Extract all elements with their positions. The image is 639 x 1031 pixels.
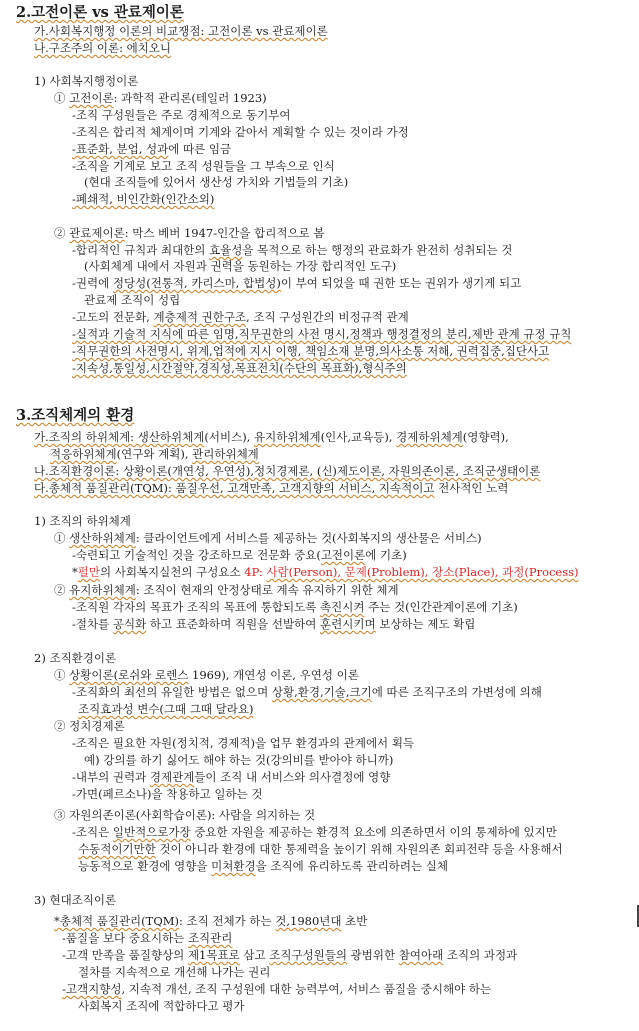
text-run: 에 따른 임금 — [168, 142, 232, 156]
section-heading — [16, 407, 134, 424]
text-run: 1) 사회복지행정이론 — [34, 74, 139, 88]
text-run: 수동적이기만한 — [78, 842, 156, 856]
text-line — [62, 948, 517, 962]
text-run: 3.조직체계의 환경 — [16, 407, 135, 424]
text-line — [72, 565, 579, 579]
text-line — [72, 361, 407, 375]
text-line — [34, 464, 540, 478]
text-line — [34, 651, 116, 665]
text-line — [34, 430, 509, 444]
text-run: ① — [54, 668, 70, 682]
text-run: 조직관리 — [187, 931, 233, 945]
text-run: 나.구조주의 이론: 에치오니 — [34, 41, 172, 55]
text-line — [72, 243, 512, 257]
text-run: ② — [54, 583, 70, 597]
text-run: 삼고 — [239, 948, 270, 962]
text-line — [54, 91, 267, 105]
text-run: -실적과 기술적 지식에 따른 임명,직무권한의 사전 명시,정책과 행정결정의 분리,제반 관계 규정 규칙 — [72, 327, 572, 341]
text-run: ③ 자원의존이론(사회학습이론): 사람을 의지하는 것 — [54, 808, 316, 822]
text-line — [72, 108, 290, 122]
text-line — [72, 600, 518, 614]
text-line — [34, 24, 328, 38]
text-run: 에 따른 조직구조의 가변성에 의해 — [371, 685, 542, 699]
text-run: : 조직이 현재의 안정상태로 계속 유지하기 위한 체계 — [135, 583, 399, 597]
text-run: 관료제 조직이 성립 — [84, 293, 181, 307]
text-run: 경제관계 — [149, 770, 195, 784]
text-run: *총체적 품질관리(TQM) — [54, 914, 180, 928]
text-run: 것,1980년대 — [275, 914, 342, 928]
text-run: , 지속적 개선, 조직 구성원에 대한 능력부여, 서비스 품질을 중시해야 하는 — [121, 982, 492, 996]
text-run: 고전이론 — [320, 548, 366, 562]
text-run: 유지하위체계 — [254, 430, 321, 444]
text-run: : 과학적 관리론(테일러 1923) — [113, 91, 267, 105]
text-run: -고도의 전문화, — [72, 310, 154, 324]
text-line — [78, 859, 448, 873]
text-run: ① — [54, 531, 70, 545]
text-line — [72, 736, 414, 750]
text-run: -조직원 각자의 목표가 조직의 목표에 통합되도록 — [72, 600, 320, 614]
text-run: -직무권한의 사전명시, 위계,업적에 지시 이행, 책임소재 분명,의사소통 저해, 권력집중,집단사고 — [72, 344, 550, 358]
text-run: -내부의 권력과 — [72, 770, 150, 784]
text-run: -표준화, 분업, 성과 — [72, 142, 169, 156]
text-line — [72, 825, 557, 839]
text-run: 상황,환경,기술,크기 — [271, 685, 372, 699]
text-run: 나.조직환경이론: 상황이론(개연성, 우연성),정치경제론, (신)제도이론, 자원의존이론, 조직군생태이론 — [34, 464, 541, 478]
text-run: 능동적으로 환경에 영향을 — [78, 859, 212, 873]
text-run: 미쳐환경 — [211, 859, 256, 873]
text-run: 을 목적으로 하는 행정의 관료화가 완전히 성취되는 것 — [242, 243, 513, 257]
text-line — [72, 344, 549, 358]
text-line — [84, 259, 396, 273]
text-line — [72, 310, 409, 324]
text-run: ② 정치경제론 — [54, 719, 125, 733]
text-run: -합리적인 규칙과 최대한의 — [72, 243, 210, 257]
text-run: -고객지향성 — [62, 982, 122, 996]
text-line — [34, 481, 508, 495]
text-run: 가.조직의 하위체계: 생산하위체계 — [34, 430, 205, 444]
text-run: -조직은 필요한 자원(정치적, 경제적)을 업무 환경과의 관계에서 획득 — [72, 736, 415, 750]
text-run: 조직구성원들의 — [269, 948, 348, 962]
text-run: 경제하위체계 — [396, 430, 463, 444]
text-line — [72, 770, 390, 784]
text-run: 정당성(전통적, 카리스마, 합법성) — [112, 276, 281, 290]
text-run: -권력에 — [72, 276, 113, 290]
text-line — [62, 931, 232, 945]
text-run: -조직화의 최선의 유일한 방법은 없으며 — [72, 685, 272, 699]
text-run: 유지하위체계 — [69, 583, 136, 597]
text-run: (인사,교육등), — [320, 430, 397, 444]
text-run: 펄만 — [77, 565, 100, 579]
text-run: (현대 조직들에 있어서 생산성 가치와 기법들의 기초) — [84, 175, 349, 189]
text-run: -고객 만족을 품질향상의 — [62, 948, 188, 962]
text-run: -절차를 — [72, 617, 113, 631]
text-line — [72, 327, 571, 341]
text-run: 절차를 지속적으로 개선해 나가는 권리 — [78, 965, 271, 979]
text-line — [34, 893, 116, 907]
text-run: (사회체계 내에서 자원과 권력을 동원하는 가장 합리적인 도구) — [84, 259, 397, 273]
text-line — [72, 142, 231, 156]
text-run: 공식화 — [112, 617, 147, 631]
text-run: 주는 것(인간관계이론에 기초) — [364, 600, 518, 614]
text-line — [34, 41, 171, 55]
text-line — [78, 965, 270, 979]
text-line — [34, 74, 138, 88]
text-run: 에 기초) — [365, 548, 407, 562]
text-line — [50, 447, 259, 461]
text-run: 광범위한 — [347, 948, 399, 962]
text-line — [72, 276, 521, 290]
text-line — [72, 159, 335, 173]
text-line — [72, 685, 542, 699]
text-run: 중요한 자원을 제공하는 환경적 요소에 의존하면서 이의 통제하에 있지만 — [190, 825, 557, 839]
text-run: 것이 아니라 환경에 대한 통제력을 높이기 위해 자원의존 회피전략 등을 사용해서 — [155, 842, 563, 856]
text-run: (서비스), — [204, 430, 254, 444]
text-run: 생산하위체계 — [69, 531, 136, 545]
text-run: 상황이론(로쉬와 로렌스 — [69, 668, 189, 682]
text-run: 들이 조직 내 서비스와 의사결정에 영향 — [194, 770, 391, 784]
text-run: 촉진시켜 — [320, 600, 365, 614]
text-run: -조직 구성원들은 주로 경제적으로 동기부여 — [72, 108, 291, 122]
text-run: 관료제이론 — [69, 226, 125, 240]
text-line — [54, 226, 324, 240]
text-run: 3) 현대조직이론 — [34, 893, 117, 907]
text-run: -가면(페르소나)을 착용하고 일하는 것 — [72, 787, 263, 801]
text-run: : 클라이언트에게 서비스를 제공하는 것(사회복지의 생산물은 서비스) — [135, 531, 482, 545]
text-run: 4P: — [244, 565, 267, 579]
text-run: 의 사회복지실천의 구성요소 — [99, 565, 245, 579]
text-line — [54, 668, 359, 682]
text-run: -폐쇄적, 비인간화(인간소외) — [72, 192, 215, 206]
text-run: * — [72, 565, 78, 579]
text-run: 사람(Person), 문제(Problem), 장소(Place), 과정(Process) — [266, 565, 579, 579]
text-line — [72, 617, 475, 631]
text-run: -조직을 기계로 보고 조직 성원들을 그 부속으로 인식 — [72, 159, 335, 173]
text-line — [72, 192, 214, 206]
text-run: -조직은 — [72, 825, 113, 839]
text-line — [62, 982, 491, 996]
text-run: 이 부여 되었을 때 권한 또는 권위가 생기게 되고 — [280, 276, 522, 290]
text-run: 전사적인 노력 — [434, 481, 509, 495]
text-run: 초반 — [341, 914, 368, 928]
text-run: 훈련시키며 — [320, 617, 376, 631]
text-line — [78, 999, 245, 1013]
text-run: : 막스 베버 1947-인간을 합리적으로 봄 — [124, 226, 325, 240]
text-run: 하고 표준화하며 직원을 선발하여 — [146, 617, 321, 631]
text-line — [54, 531, 482, 545]
text-run: 효율성 — [209, 243, 243, 257]
text-run: -품질을 보다 중요시하는 — [62, 931, 188, 945]
text-run: 계층제적 권한구조 — [153, 310, 247, 324]
text-line — [54, 808, 315, 822]
text-run: 2.고전이론 vs 관료제이론 — [16, 4, 184, 21]
text-run: 다.총체적 품질관리(TQM): 품질우선, 고객만족, 고객지향의 서비스, 지속적이고 — [34, 481, 435, 495]
text-line — [84, 293, 180, 307]
text-run: 사회복지 조직에 적합하다고 평가 — [78, 999, 245, 1013]
text-run: (영향력), — [462, 430, 509, 444]
text-line — [72, 548, 407, 562]
text-run: 고전이론 — [69, 91, 114, 105]
text-run: 관리하위체계 — [192, 447, 259, 461]
text-line — [84, 753, 393, 767]
text-line — [34, 514, 131, 528]
text-run: -숙련되고 기술적인 것을 강조하므로 전문화 중요( — [72, 548, 321, 562]
text-run: 적응하위체계 — [50, 447, 117, 461]
text-line — [72, 787, 262, 801]
text-run: ② — [54, 226, 70, 240]
text-line — [78, 702, 253, 716]
text-run: -조직은 합리적 체계이며 기계와 같아서 계획할 수 있는 것이라 가정 — [72, 125, 409, 139]
text-line — [84, 175, 348, 189]
text-line — [78, 842, 563, 856]
text-run: , 조직 구성원간의 비정규적 관계 — [246, 310, 409, 324]
text-run: : 조직 전체가 하는 — [179, 914, 276, 928]
text-run: 예) 강의를 하기 싫어도 해야 하는 것(강의비를 받아야 하니까) — [84, 753, 394, 767]
text-run: 조직의 과정과 — [443, 948, 518, 962]
text-line — [54, 719, 125, 733]
text-run: 보상하는 제도 확립 — [375, 617, 476, 631]
text-run: 참여아래 — [398, 948, 444, 962]
text-line — [54, 914, 367, 928]
text-run: 제1목표로 — [187, 948, 240, 962]
text-run: 조직효과성 변수(그때 그때 달라요) — [78, 702, 254, 716]
text-run: 일반적으로가장 — [112, 825, 191, 839]
text-run: 1969), 개연성 이론, 우연성 이론 — [188, 668, 359, 682]
section-heading — [16, 4, 184, 21]
text-run: (연구와 계획), — [116, 447, 193, 461]
text-run: 가.사회복지행정 이론의 비교쟁점: 고전이론 vs 관료제이론 — [34, 24, 328, 38]
text-run: 2) 조직환경이론 — [34, 651, 117, 665]
text-line — [54, 583, 399, 597]
text-run: 을 조직에 유리하도록 관리하려는 실체 — [255, 859, 448, 873]
text-line — [72, 125, 409, 139]
text-run: ① — [54, 91, 70, 105]
text-run: 1) 조직의 하위체계 — [34, 514, 131, 528]
text-run: -지속성,통일성,시간절약,경직성,목표전치(수단의 목표화),형식주의 — [72, 361, 407, 375]
